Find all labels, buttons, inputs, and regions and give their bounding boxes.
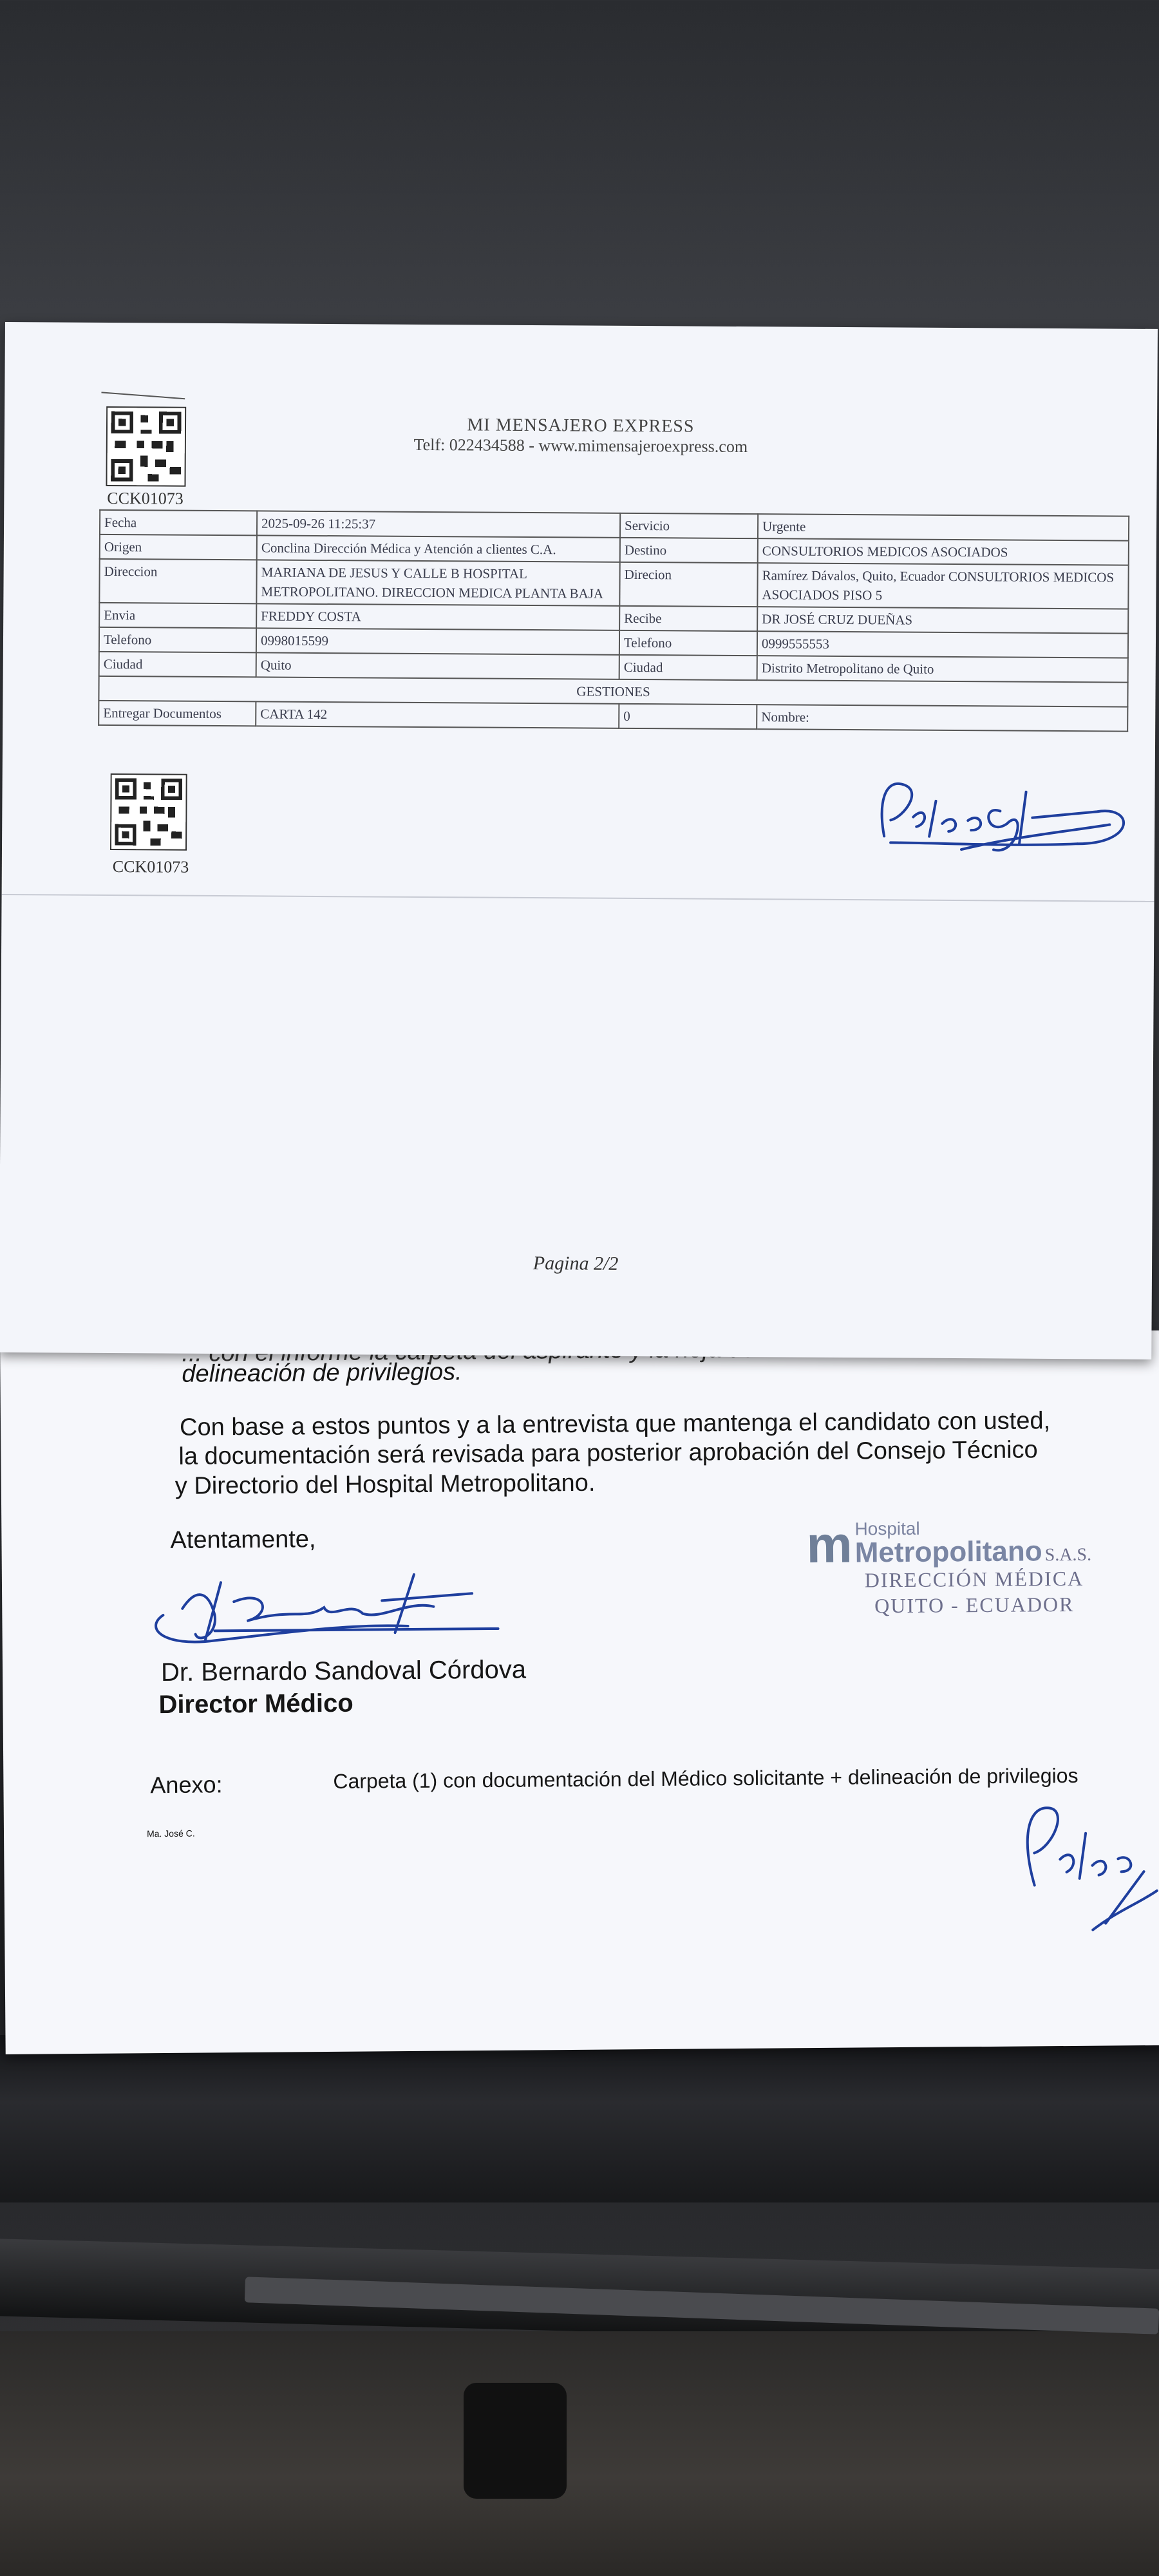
direccion-label: Direccion <box>99 559 256 603</box>
direccion2-value: Ramírez Dávalos, Quito, Ecuador CONSULTORIOS MEDICOS ASOCIADOS PISO 5 <box>757 563 1128 609</box>
recibe-label: Recibe <box>619 606 757 631</box>
direccion-value: MARIANA DE JESUS Y CALLE B HOSPITAL METROPOLITANO. DIRECCION MEDICA PLANTA BAJA <box>256 560 619 605</box>
fecha-label: Fecha <box>100 510 257 535</box>
letter-closing: Atentamente, <box>170 1526 316 1554</box>
perforation-line <box>2 894 1154 902</box>
ciudad2-value: Distrito Metropolitano de Quito <box>757 656 1128 683</box>
letter-paragraph-line: Con base a estos puntos y a la entrevista que mantenga el candidato con usted, <box>179 1407 1051 1441</box>
hospital-logo-icon: m <box>806 1515 849 1574</box>
count-value: 0 <box>619 704 757 729</box>
courier-receipt-sheet <box>0 322 1158 1359</box>
page-number: Pagina 2/2 <box>532 1253 619 1274</box>
stamp-name: Metropolitano <box>854 1535 1042 1569</box>
initials: Ma. José C. <box>146 1828 195 1839</box>
ciudad-label: Ciudad <box>99 652 256 677</box>
stamp-line-1: DIRECCIÓN MÉDICA <box>864 1566 1084 1592</box>
company-contact: Telf: 022434588 - www.mimensajeroexpress.com <box>413 435 748 457</box>
bag-surface <box>0 2331 1159 2576</box>
servicio-label: Servicio <box>620 513 758 538</box>
qr-code-icon <box>110 773 187 851</box>
receiver-signature <box>1008 1781 1159 1937</box>
signer-name: Dr. Bernardo Sandoval Córdova <box>160 1655 527 1687</box>
letter-paragraph-line: la documentación será revisada para posterior aprobación del Consejo Técnico <box>178 1436 1038 1470</box>
gestiones-header: GESTIONES <box>99 676 1127 707</box>
table-row <box>99 559 1128 609</box>
director-signature <box>137 1561 524 1661</box>
receipt-table <box>98 509 1129 732</box>
bag-fold <box>0 2035 1159 2202</box>
entregar-label: Entregar Documentos <box>99 701 256 726</box>
carta-value: CARTA 142 <box>256 701 619 728</box>
annex-text: Carpeta (1) con documentación del Médico solicitante + delineación de privilegios <box>333 1763 1079 1793</box>
signer-title: Director Médico <box>158 1689 353 1719</box>
letter-line-2: delineación de privilegios. <box>182 1358 462 1388</box>
origen-label: Origen <box>100 535 257 560</box>
servicio-value: Urgente <box>758 514 1129 541</box>
telefono2-value: 0999555553 <box>757 631 1128 658</box>
recibe-value: DR JOSÉ CRUZ DUEÑAS <box>757 607 1128 634</box>
ciudad2-label: Ciudad <box>619 655 757 680</box>
stamp-line-2: QUITO - ECUADOR <box>874 1592 1075 1618</box>
stamp-suffix: S.A.S. <box>1044 1544 1092 1566</box>
telefono-label: Telefono <box>99 627 256 652</box>
envia-label: Envia <box>99 603 256 628</box>
ciudad-value: Quito <box>256 652 619 679</box>
destino-label: Destino <box>620 538 758 563</box>
telefono-value: 0998015599 <box>256 628 619 654</box>
annex-label: Anexo: <box>150 1771 223 1799</box>
nombre-label: Nombre: <box>757 705 1127 732</box>
direccion2-label: Direcion <box>619 562 757 607</box>
header-divider <box>101 392 185 399</box>
tracking-code: CCK01073 <box>107 488 184 508</box>
hospital-stamp <box>806 1517 1142 1619</box>
receipt-signature <box>865 765 1142 870</box>
company-name: MI MENSAJERO EXPRESS <box>467 415 695 437</box>
tracking-code: CCK01073 <box>112 857 189 876</box>
bag-clip <box>464 2383 567 2499</box>
letter-sheet <box>0 1331 1159 2054</box>
destino-value: CONSULTORIOS MEDICOS ASOCIADOS <box>758 538 1129 565</box>
fecha-value: 2025-09-26 11:25:37 <box>257 511 620 537</box>
stamp-hospital: Hospital <box>854 1518 920 1539</box>
origen-value: Conclina Dirección Médica y Atención a clientes C.A. <box>257 535 620 562</box>
letter-paragraph-line: y Directorio del Hospital Metropolitano. <box>174 1469 596 1500</box>
telefono2-label: Telefono <box>619 630 757 656</box>
envia-value: FREDDY COSTA <box>256 603 619 630</box>
